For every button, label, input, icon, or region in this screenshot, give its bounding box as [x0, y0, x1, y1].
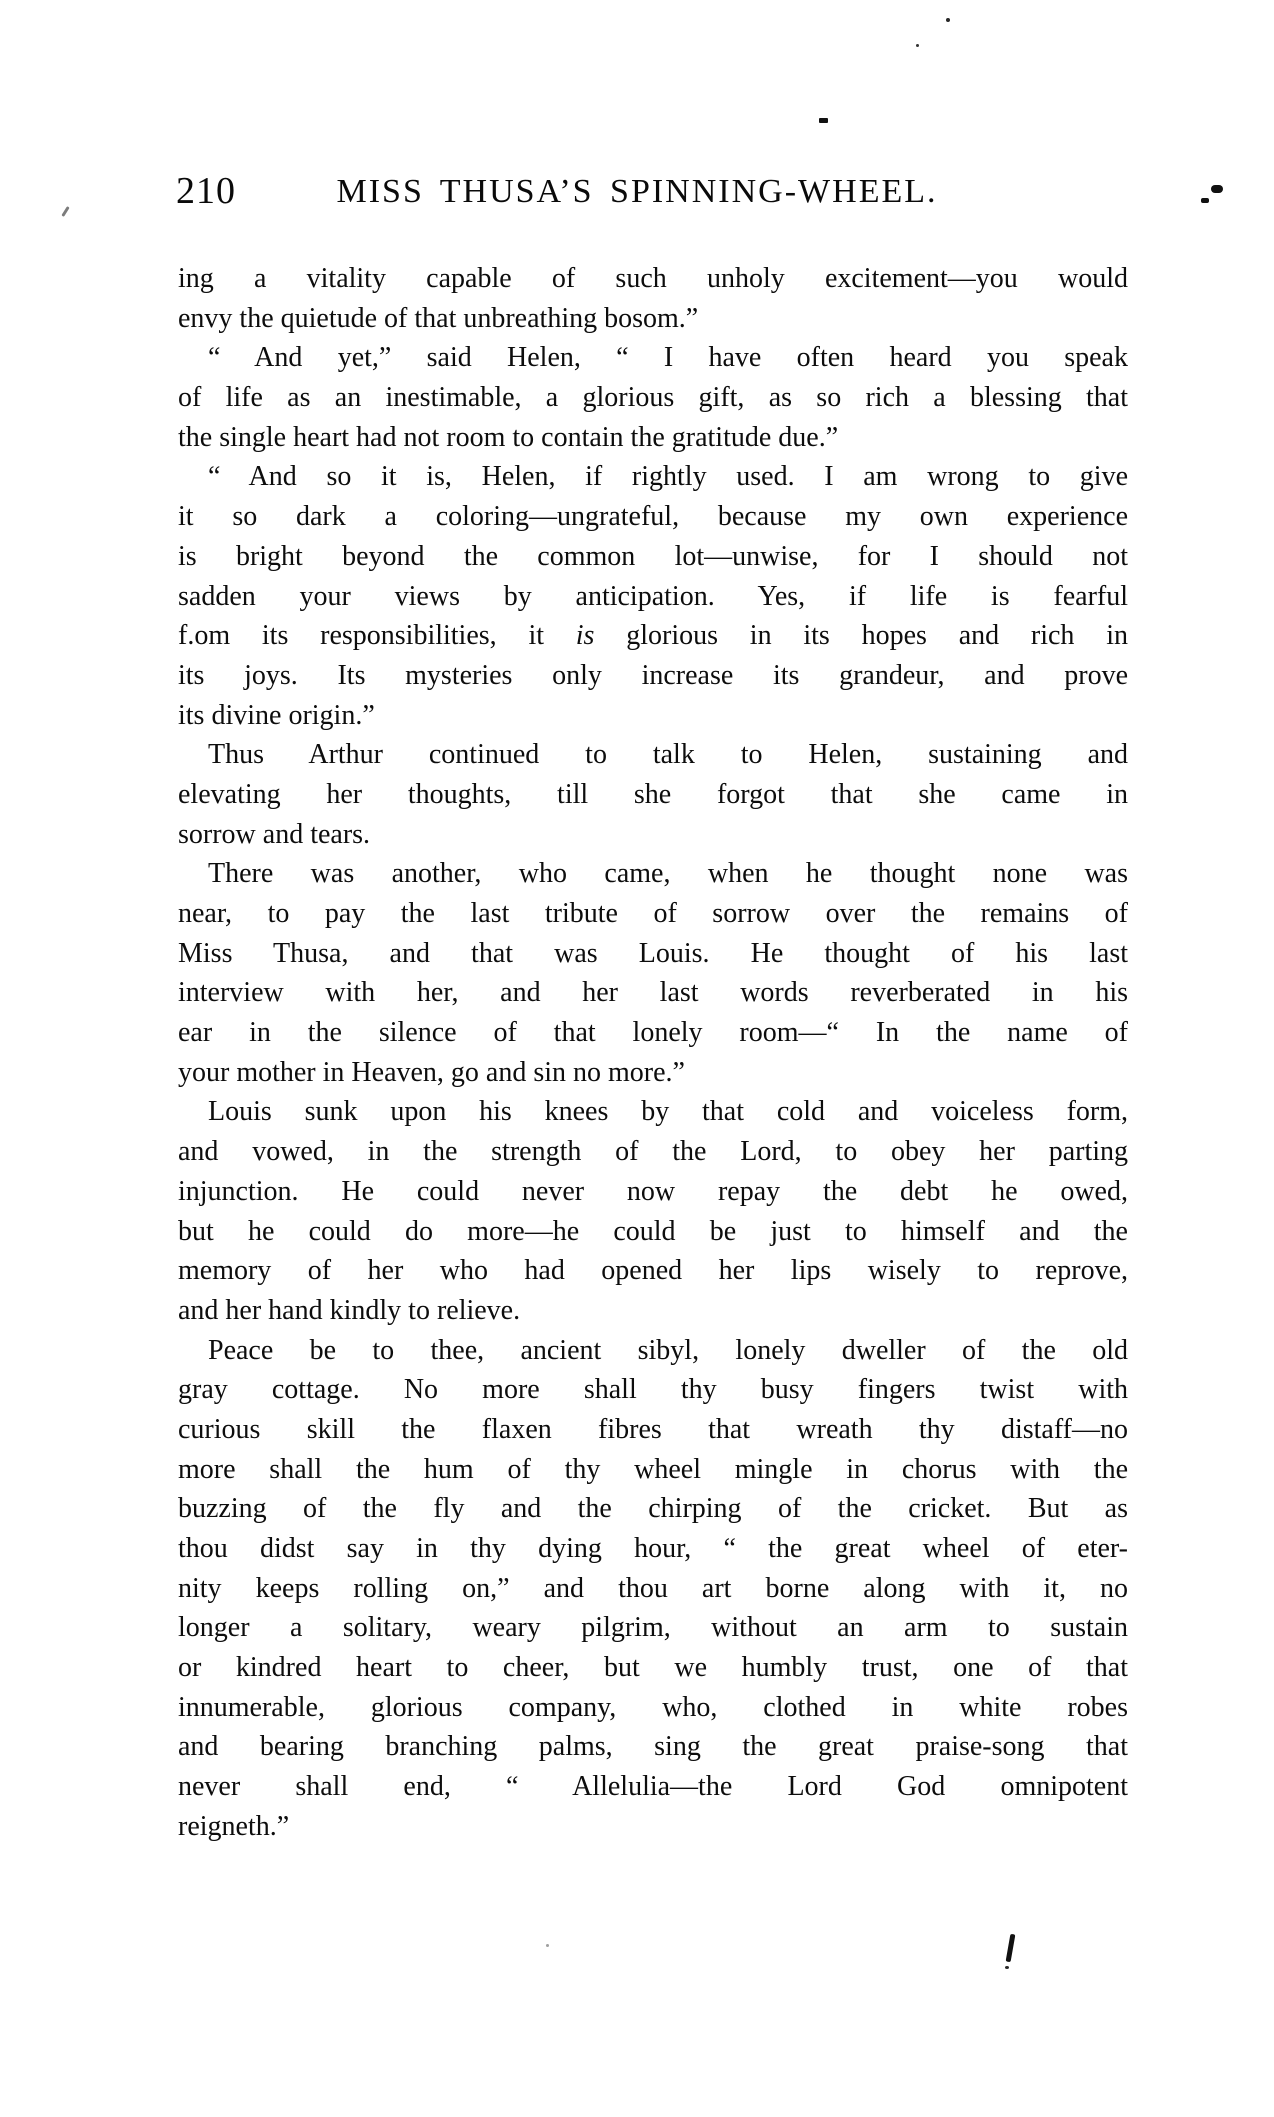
ink-blot	[1211, 185, 1223, 193]
ink-speck	[946, 18, 950, 22]
text-line: and bearing branching palms, sing the great praise-song that	[178, 1731, 1128, 1763]
text-line: sadden your views by anticipation. Yes, if life is fearful	[178, 580, 1128, 612]
text-line: your mother in Heaven, go and sin no more.”	[178, 1056, 685, 1088]
text-line: sorrow and tears.	[178, 818, 371, 850]
text-line: f.om its responsibilities, it is glorious in its hopes and rich in	[178, 620, 1128, 652]
text-line: gray cottage. No more shall thy busy fingers twist with	[178, 1374, 1128, 1406]
text-line: Peace be to thee, ancient sibyl, lonely dweller of the old	[208, 1334, 1128, 1366]
text-line: ing a vitality capable of such unholy excitement—you would	[178, 263, 1128, 294]
ink-mark	[819, 118, 828, 123]
ink-speck	[916, 44, 919, 47]
text-line: elevating her thoughts, till she forgot that she came in	[178, 778, 1128, 810]
ink-blot	[1201, 198, 1209, 203]
text-line: more shall the hum of thy wheel mingle in chorus with the	[178, 1453, 1128, 1485]
text-line: but he could do more—he could be just to himself and the	[178, 1215, 1128, 1247]
ink-speck	[546, 1944, 549, 1947]
ink-speck	[1005, 1966, 1009, 1969]
text-line: the single heart had not room to contain the gratitude due.”	[178, 421, 839, 453]
text-line: Miss Thusa, and that was Louis. He thought of his last	[178, 937, 1128, 969]
text-line: nity keeps rolling on,” and thou art borne along with it, no	[178, 1572, 1128, 1604]
text-line: buzzing of the fly and the chirping of the cricket. But as	[178, 1493, 1128, 1525]
text-line: Louis sunk upon his knees by that cold and voiceless form,	[208, 1096, 1128, 1128]
text-line: thou didst say in thy dying hour, “ the great wheel of eter-	[178, 1533, 1128, 1564]
text-line: There was another, who came, when he thought none was	[208, 858, 1128, 890]
text-line: is bright beyond the common lot—unwise, for I should not	[178, 540, 1128, 572]
text-line: it so dark a coloring—ungrateful, because my own experience	[178, 501, 1128, 533]
text-line: its divine origin.”	[178, 699, 375, 731]
text-line: curious skill the flaxen fibres that wreath thy distaff—no	[178, 1413, 1128, 1445]
text-line: “ And yet,” said Helen, “ I have often heard you speak	[208, 342, 1128, 374]
text-line: of life as an inestimable, a glorious gift, as so rich a blessing that	[178, 382, 1128, 414]
text-line: reigneth.”	[178, 1810, 290, 1842]
text-line: near, to pay the last tribute of sorrow over the remains of	[178, 898, 1128, 929]
text-line: and vowed, in the strength of the Lord, to obey her parting	[178, 1136, 1128, 1168]
text-line: memory of her who had opened her lips wisely to reprove,	[178, 1255, 1128, 1287]
text-line: longer a solitary, weary pilgrim, without an arm to sustain	[178, 1612, 1128, 1644]
page-number: 210	[176, 170, 236, 212]
text-line: “ And so it is, Helen, if rightly used. I am wrong to give	[208, 461, 1128, 493]
text-line: envy the quietude of that unbreathing bosom.”	[178, 302, 699, 334]
text-line: never shall end, “ Allelulia—the Lord God omnipotent	[178, 1771, 1128, 1803]
text-line: innumerable, glorious company, who, clothed in white robes	[178, 1691, 1128, 1723]
running-header: MISS THUSA’S SPINNING-WHEEL.	[336, 173, 938, 210]
text-line: ear in the silence of that lonely room—“ In the name of	[178, 1017, 1128, 1049]
ink-stroke	[1006, 1934, 1016, 1962]
text-line: interview with her, and her last words reverberated in his	[178, 977, 1128, 1009]
text-line: or kindred heart to cheer, but we humbly trust, one of that	[178, 1652, 1128, 1684]
text-line: injunction. He could never now repay the debt he owed,	[178, 1175, 1128, 1207]
text-line: its joys. Its mysteries only increase its grandeur, and prove	[178, 659, 1128, 691]
body-text	[178, 259, 1128, 1847]
text-line: and her hand kindly to relieve.	[178, 1294, 521, 1326]
text-line: Thus Arthur continued to talk to Helen, sustaining and	[208, 739, 1128, 771]
